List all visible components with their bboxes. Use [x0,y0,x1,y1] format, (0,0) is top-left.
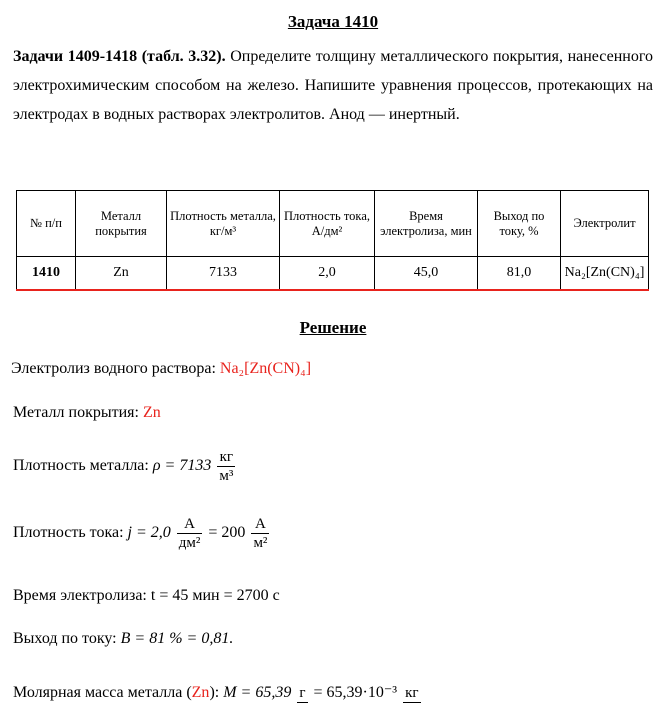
current-unit-1 [177,515,203,552]
time-line [13,587,280,605]
problem-title: Задача 1410 [287,12,379,31]
molar-line [13,682,423,703]
density-unit-den: м³ [219,468,234,484]
cell-density: 7133 [167,257,280,291]
current-mid: = 200 [208,524,246,542]
current-unit2-num: А [251,515,269,534]
electrolysis-value: Na₂[Zn(CN)₄] [219,360,312,377]
density-line [13,448,237,485]
density-unit [217,448,235,485]
yield-value: B = 81 % = 0,81. [120,630,234,647]
molar-unit-num: г [299,684,306,701]
cell-yield: 81,0 [478,257,561,291]
data-table [16,190,649,291]
header-number: № п/п [17,191,76,257]
current-unit1-den: дм² [178,535,201,551]
header-electrolyte: Электролит [561,191,649,257]
metal-line [13,404,161,422]
current-unit1-num: А [177,515,203,534]
current-unit-2 [251,515,269,552]
cell-number: 1410 [17,257,76,291]
time-label: Время электролиза: [13,587,151,604]
table-row [17,257,649,291]
header-metal: Металл покрытия [76,191,167,257]
current-line [13,515,271,552]
metal-label: Металл покрытия: [13,404,143,421]
density-unit-num: кг [217,448,235,467]
solution-title: Решение [299,318,367,337]
task-text: Определите толщину металлического покрытия, нанесенного электрохимическим способом на железо. Напишите уравнения процессов, протекающих на электродах в водных растворах электролитов. Анод — инертный. [13,48,653,123]
current-formula: j = 2,0 [127,524,171,542]
yield-line [13,630,233,648]
cell-current-density: 2,0 [280,257,375,291]
electrolysis-label: Электролиз водного раствора: [11,360,220,377]
cell-time: 45,0 [375,257,478,291]
current-unit2-den: м² [253,535,268,551]
density-label: Плотность металла: [13,457,153,475]
current-label: Плотность тока: [13,524,128,542]
cell-electrolyte: Na₂[Zn(CN)₄] [561,257,649,291]
molar-formula: M = 65,39 [223,684,292,701]
header-yield: Выход по току, % [478,191,561,257]
molar-metal: Zn [191,684,210,701]
molar-mid: = 65,39·10⁻³ [313,684,398,701]
task-statement [13,42,653,129]
molar-unit-1 [297,684,307,703]
molar-unit-2 [403,684,420,703]
electrolysis-line [11,360,311,378]
density-formula: ρ = 7133 [152,457,212,475]
header-density: Плотность металла, кг/м³ [167,191,280,257]
molar-label: Молярная масса металла ( [13,684,192,701]
yield-label: Выход по току: [13,630,121,647]
header-current-density: Плотность тока, А/дм² [280,191,375,257]
header-time: Время электролиза, мин [375,191,478,257]
time-value: t = 45 мин = 2700 с [150,587,280,604]
task-lead: Задачи 1409-1418 (табл. 3.32). [13,48,226,65]
cell-metal: Zn [76,257,167,291]
metal-value: Zn [142,404,161,421]
molar-label-end: ): [209,684,224,701]
molar-unit2-num: кг [405,684,419,701]
table-header-row [17,191,649,257]
